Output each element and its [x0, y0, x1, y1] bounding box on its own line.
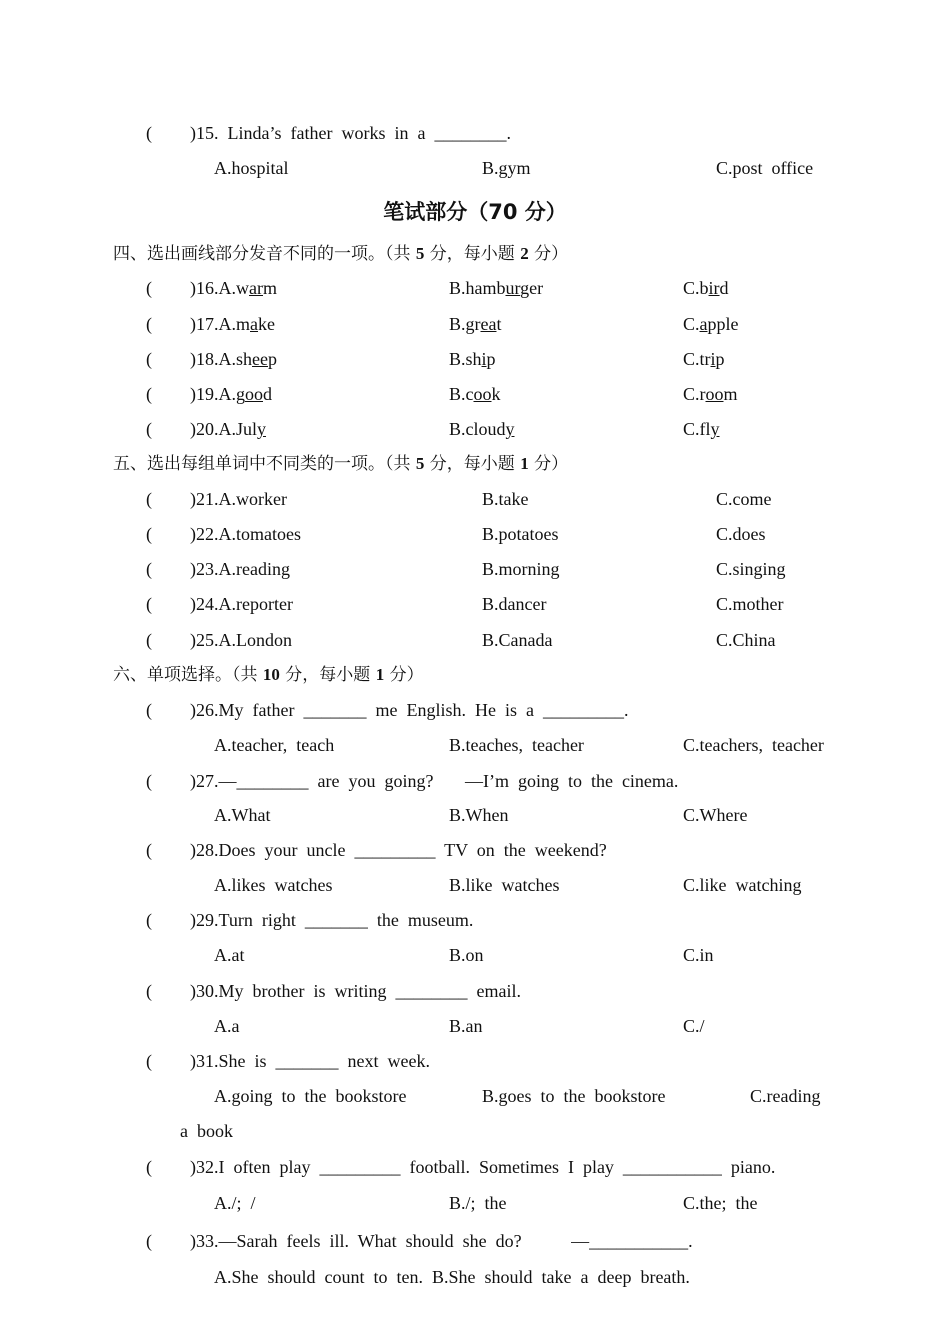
q27-option-c: C.Where: [683, 805, 748, 825]
question-26-stem: )26.My father _______ me English. He is a _________.: [190, 700, 629, 720]
q22-option-c: C.does: [716, 524, 766, 544]
q29-option-b: B.on: [449, 945, 484, 965]
q23-option-b: B.morning: [482, 559, 560, 579]
q32-option-b: B./; the: [449, 1193, 507, 1213]
q17-option-b: B.great: [449, 314, 502, 334]
q26-option-a: A.teacher, teach: [214, 735, 335, 755]
q33-options-a-b: A.She should count to ten. B.She should take a deep breath.: [214, 1267, 690, 1287]
question-28-stem: )28.Does your uncle _________ TV on the weekend?: [190, 840, 607, 860]
answer-paren[interactable]: (: [146, 700, 152, 720]
q26-option-b: B.teaches, teacher: [449, 735, 584, 755]
q29-option-a: A.at: [214, 945, 245, 965]
answer-paren[interactable]: (: [146, 349, 152, 369]
answer-paren[interactable]: (: [146, 1231, 152, 1251]
answer-paren[interactable]: (: [146, 123, 152, 143]
question-33-stem: )33.—Sarah feels ill. What should she do? —___________.: [190, 1231, 693, 1251]
answer-paren[interactable]: (: [146, 524, 152, 544]
q20-option-b: B.cloudy: [449, 419, 515, 439]
q32-option-a: A./; /: [214, 1193, 256, 1213]
q18-option-a: )18.A.sheep: [190, 349, 277, 369]
question-32-stem: )32.I often play _________ football. Sometimes I play ___________ piano.: [190, 1157, 776, 1177]
q17-option-a: )17.A.make: [190, 314, 276, 334]
q28-option-a: A.likes watches: [214, 875, 333, 895]
q19-option-c: C.room: [683, 384, 738, 404]
q16-option-c: C.bird: [683, 278, 729, 298]
question-29-stem: )29.Turn right _______ the museum.: [190, 910, 474, 930]
q28-option-c: C.like watching: [683, 875, 802, 895]
answer-paren[interactable]: (: [146, 489, 152, 509]
question-15-stem: )15. Linda’s father works in a ________.: [190, 123, 511, 143]
q20-option-a: )20.A.July: [190, 419, 267, 439]
section-6-heading: 六、单项选择。（共 10 分，每小题 1 分）: [113, 665, 424, 685]
q24-option-a: )24.A.reporter: [190, 594, 293, 614]
answer-paren[interactable]: (: [146, 630, 152, 650]
answer-paren[interactable]: (: [146, 771, 152, 791]
q27-option-b: B.When: [449, 805, 509, 825]
question-27-stem: )27.—________ are you going? —I’m going to the cinema.: [190, 771, 679, 791]
q24-option-c: C.mother: [716, 594, 784, 614]
q21-option-c: C.come: [716, 489, 772, 509]
answer-paren[interactable]: (: [146, 278, 152, 298]
section-5-heading: 五、选出每组单词中不同类的一项。（共 5 分，每小题 1 分）: [113, 454, 569, 474]
q30-option-c: C./: [683, 1016, 705, 1036]
section-4-heading: 四、选出画线部分发音不同的一项。（共 5 分，每小题 2 分）: [113, 244, 569, 264]
q23-option-c: C.singing: [716, 559, 786, 579]
answer-paren[interactable]: (: [146, 981, 152, 1001]
q31-option-a: A.going to the bookstore: [214, 1086, 407, 1106]
q31-option-b: B.goes to the bookstore: [482, 1086, 666, 1106]
q17-option-c: C.apple: [683, 314, 739, 334]
q24-option-b: B.dancer: [482, 594, 547, 614]
q31-option-c: C.reading: [750, 1086, 821, 1106]
q16-option-a: )16.A.warm: [190, 278, 277, 298]
q15-option-b: B.gym: [482, 158, 531, 178]
answer-paren[interactable]: (: [146, 1157, 152, 1177]
q18-option-c: C.trip: [683, 349, 725, 369]
q32-option-c: C.the; the: [683, 1193, 758, 1213]
q30-option-a: A.a: [214, 1016, 240, 1036]
q22-option-a: )22.A.tomatoes: [190, 524, 301, 544]
q31-option-c-continued: a book: [180, 1121, 233, 1141]
answer-paren[interactable]: (: [146, 594, 152, 614]
answer-paren[interactable]: (: [146, 1051, 152, 1071]
answer-paren[interactable]: (: [146, 840, 152, 860]
written-part-title: 笔试部分（70 分）: [383, 200, 567, 224]
q21-option-b: B.take: [482, 489, 529, 509]
q23-option-a: )23.A.reading: [190, 559, 290, 579]
q18-option-b: B.ship: [449, 349, 496, 369]
question-31-stem: )31.She is _______ next week.: [190, 1051, 430, 1071]
answer-paren[interactable]: (: [146, 314, 152, 334]
q29-option-c: C.in: [683, 945, 714, 965]
q30-option-b: B.an: [449, 1016, 483, 1036]
q20-option-c: C.fly: [683, 419, 720, 439]
q25-option-b: B.Canada: [482, 630, 553, 650]
q16-option-b: B.hamburger: [449, 278, 544, 298]
q28-option-b: B.like watches: [449, 875, 560, 895]
answer-paren[interactable]: (: [146, 419, 152, 439]
q25-option-c: C.China: [716, 630, 776, 650]
answer-paren[interactable]: (: [146, 910, 152, 930]
answer-paren[interactable]: (: [146, 559, 152, 579]
q15-option-c: C.post office: [716, 158, 814, 178]
q27-option-a: A.What: [214, 805, 271, 825]
q19-option-a: )19.A.good: [190, 384, 272, 404]
q26-option-c: C.teachers, teacher: [683, 735, 824, 755]
question-30-stem: )30.My brother is writing ________ email.: [190, 981, 521, 1001]
answer-paren[interactable]: (: [146, 384, 152, 404]
q15-option-a: A.hospital: [214, 158, 289, 178]
q21-option-a: )21.A.worker: [190, 489, 287, 509]
q22-option-b: B.potatoes: [482, 524, 559, 544]
q19-option-b: B.cook: [449, 384, 501, 404]
q25-option-a: )25.A.London: [190, 630, 292, 650]
